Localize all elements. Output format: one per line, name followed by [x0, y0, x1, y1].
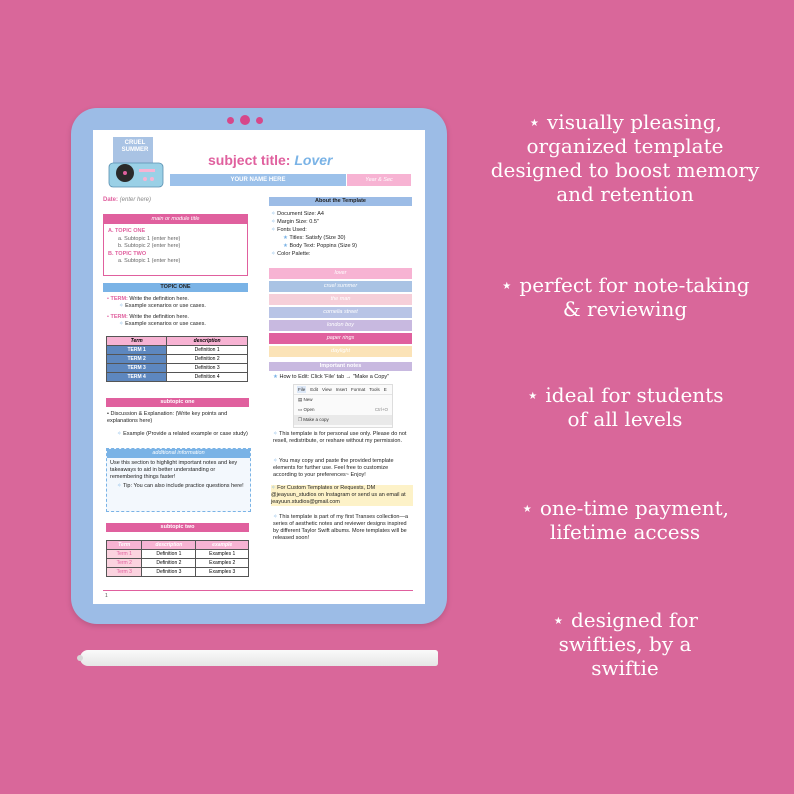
- palette-swatch: the man: [269, 294, 412, 305]
- notes-header: Important notes: [269, 362, 412, 371]
- tablet-frame: [71, 108, 447, 624]
- term-table: [106, 336, 248, 382]
- date-line[interactable]: Date: (enter here): [103, 197, 152, 203]
- palette-swatch: daylight: [269, 346, 412, 357]
- menu-view: View: [322, 387, 332, 392]
- note-item: ✧ This template is part of my first Transes collection—a series of aesthetic notes and reviewer designs inspired by different Taylor Swift albums. More templates will be released soon!: [273, 514, 409, 541]
- table-row: TERM 2 Definition 2: [107, 355, 248, 364]
- subtopic-item: a. Subtopic 1 (enter here): [118, 258, 181, 264]
- table-row: Term 1 Definition 1 Examples 1: [107, 550, 249, 559]
- term-example: ✧ Example scenarios or use cases.: [119, 321, 206, 327]
- star-icon: ⋆: [520, 496, 534, 520]
- subtopic-two-header: subtopic two: [106, 523, 249, 532]
- table-row: TERM 1 Definition 1: [107, 346, 248, 355]
- palette-swatch: cruel summer: [269, 281, 412, 292]
- table-row: TERM 4 Definition 4: [107, 373, 248, 382]
- topic-label: B. TOPIC TWO: [108, 250, 147, 257]
- camera-dot: [256, 117, 263, 124]
- font-item: ★ Body Text: Poppins (Size 9): [283, 243, 357, 249]
- about-margin: ✧ Margin Size: 0.5": [271, 219, 319, 225]
- additional-info-text: Use this section to highlight important notes and key takeaways to aid in better understanding or remembering things faster!: [110, 460, 238, 480]
- feature-text: ⋆ designed for swifties, by a swiftie: [552, 608, 698, 680]
- table-header: Term: [107, 337, 167, 346]
- feature-text: ⋆ one-time payment, lifetime access: [520, 496, 730, 544]
- additional-info-box: [106, 448, 251, 512]
- how-to-edit: ★ How to Edit: Click 'File' tab → "Make a Copy": [273, 374, 390, 380]
- star-icon: ⋆: [528, 110, 541, 134]
- feature-text: ⋆ visually pleasing, organized template designed to boost memory and retention: [490, 110, 760, 206]
- term-line: • TERM: Write the definition here. ✧ Example scenarios or use cases.: [107, 296, 247, 310]
- menu-file: File: [298, 387, 306, 392]
- subtopic-item: b. Subtopic 2 (enter here): [118, 243, 181, 249]
- star-icon: ⋆: [526, 383, 540, 407]
- footer-rule: [103, 590, 413, 591]
- page-number: 1: [105, 593, 108, 599]
- year-section-field[interactable]: Year & Sec: [347, 174, 411, 186]
- feature-text: ⋆ perfect for note-taking & reviewing: [500, 273, 750, 321]
- menu-item-make-copy: ❐ Make a copy: [294, 415, 392, 425]
- menu-bar: [294, 385, 392, 395]
- star-icon: ⋆: [500, 273, 514, 297]
- note-item: ✧ For Custom Templates or Requests, DM @jeayuun_studios on Instagram or send us an email at jeayuun.studios@gmail.com: [271, 485, 413, 506]
- main-title-header: main or module title: [104, 215, 247, 224]
- menu-tools: Tools: [369, 387, 380, 392]
- example-line: ✧ Example (Provide a related example or case study): [117, 431, 248, 437]
- note-item: ✧ You may copy and paste the provided template elements for further use. Feel free to customize according to your preferences~ Enjoy!: [273, 458, 394, 478]
- palette-swatch: lover: [269, 268, 412, 279]
- menu-edit: Edit: [310, 387, 319, 392]
- topic-one-header: TOPIC ONE: [103, 283, 248, 292]
- shortcut: Ctrl+O: [374, 407, 388, 412]
- table-header: description: [142, 541, 196, 550]
- album-name: Lover: [294, 152, 333, 168]
- additional-info-header: additional information: [107, 449, 250, 458]
- note-item: ✧ This template is for personal use only. Please do not resell, redistribute, or reshare without my permission.: [273, 431, 407, 444]
- document-page[interactable]: [93, 130, 425, 604]
- file-menu-screenshot: [293, 384, 393, 428]
- palette-label: ✧ Color Palette:: [271, 251, 311, 257]
- tip-text: ✧ Tip: You can also include practice questions here!: [117, 483, 244, 489]
- palette-swatch: cornelia street: [269, 307, 412, 318]
- menu-insert: Insert: [335, 387, 347, 392]
- example-table: [106, 540, 249, 577]
- table-header: example: [196, 541, 249, 550]
- main-title-box: [103, 214, 248, 276]
- palette-swatch: paper rings: [269, 333, 412, 344]
- name-field[interactable]: YOUR NAME HERE: [230, 177, 286, 183]
- menu-item-new: ▤ New: [298, 397, 313, 402]
- about-header: About the Template: [269, 197, 412, 206]
- table-header: description: [167, 337, 248, 346]
- feature-text: ⋆ ideal for students of all levels: [526, 383, 724, 431]
- table-row: Term 2 Definition 2 Examples 2: [107, 559, 249, 568]
- star-icon: ⋆: [552, 608, 565, 632]
- about-list: [271, 210, 413, 258]
- page-title: subject title: Lover: [208, 152, 333, 168]
- term-line: • TERM: Write the definition here. ✧ Example scenarios or use cases.: [107, 314, 247, 328]
- menu-format: Format: [350, 387, 366, 392]
- name-bar[interactable]: [170, 174, 346, 186]
- table-row: Term 3 Definition 3 Examples 3: [107, 568, 249, 577]
- subtopic-item: a. Subtopic 1 (enter here): [118, 235, 181, 242]
- table-row: TERM 3 Definition 3: [107, 364, 248, 373]
- album-label: CRUEL SUMMER: [121, 140, 149, 153]
- camera-dot: [227, 117, 234, 124]
- palette-swatch: london boy: [269, 320, 412, 331]
- about-fonts: ✧ Fonts Used:: [271, 227, 307, 233]
- table-header: Term: [107, 541, 142, 550]
- stylus-pencil: [80, 650, 438, 666]
- discussion-line: • Discussion & Explanation: (Write key points and explanations here): [107, 411, 228, 424]
- font-item: ★ Titles: Satisfy (Size 30): [283, 235, 346, 241]
- menu-more: E: [383, 387, 387, 392]
- term-example: ✧ Example scenarios or use cases.: [119, 303, 206, 309]
- camera-lens: [240, 115, 250, 125]
- topic-outline: [104, 224, 247, 270]
- menu-item-open: ▭ Open Ctrl+O: [298, 407, 388, 412]
- subtopic-one-header: subtopic one: [106, 398, 249, 407]
- about-doc-size: ✧ Document Size: A4: [271, 211, 324, 217]
- topic-label: A. TOPIC ONE: [108, 228, 146, 234]
